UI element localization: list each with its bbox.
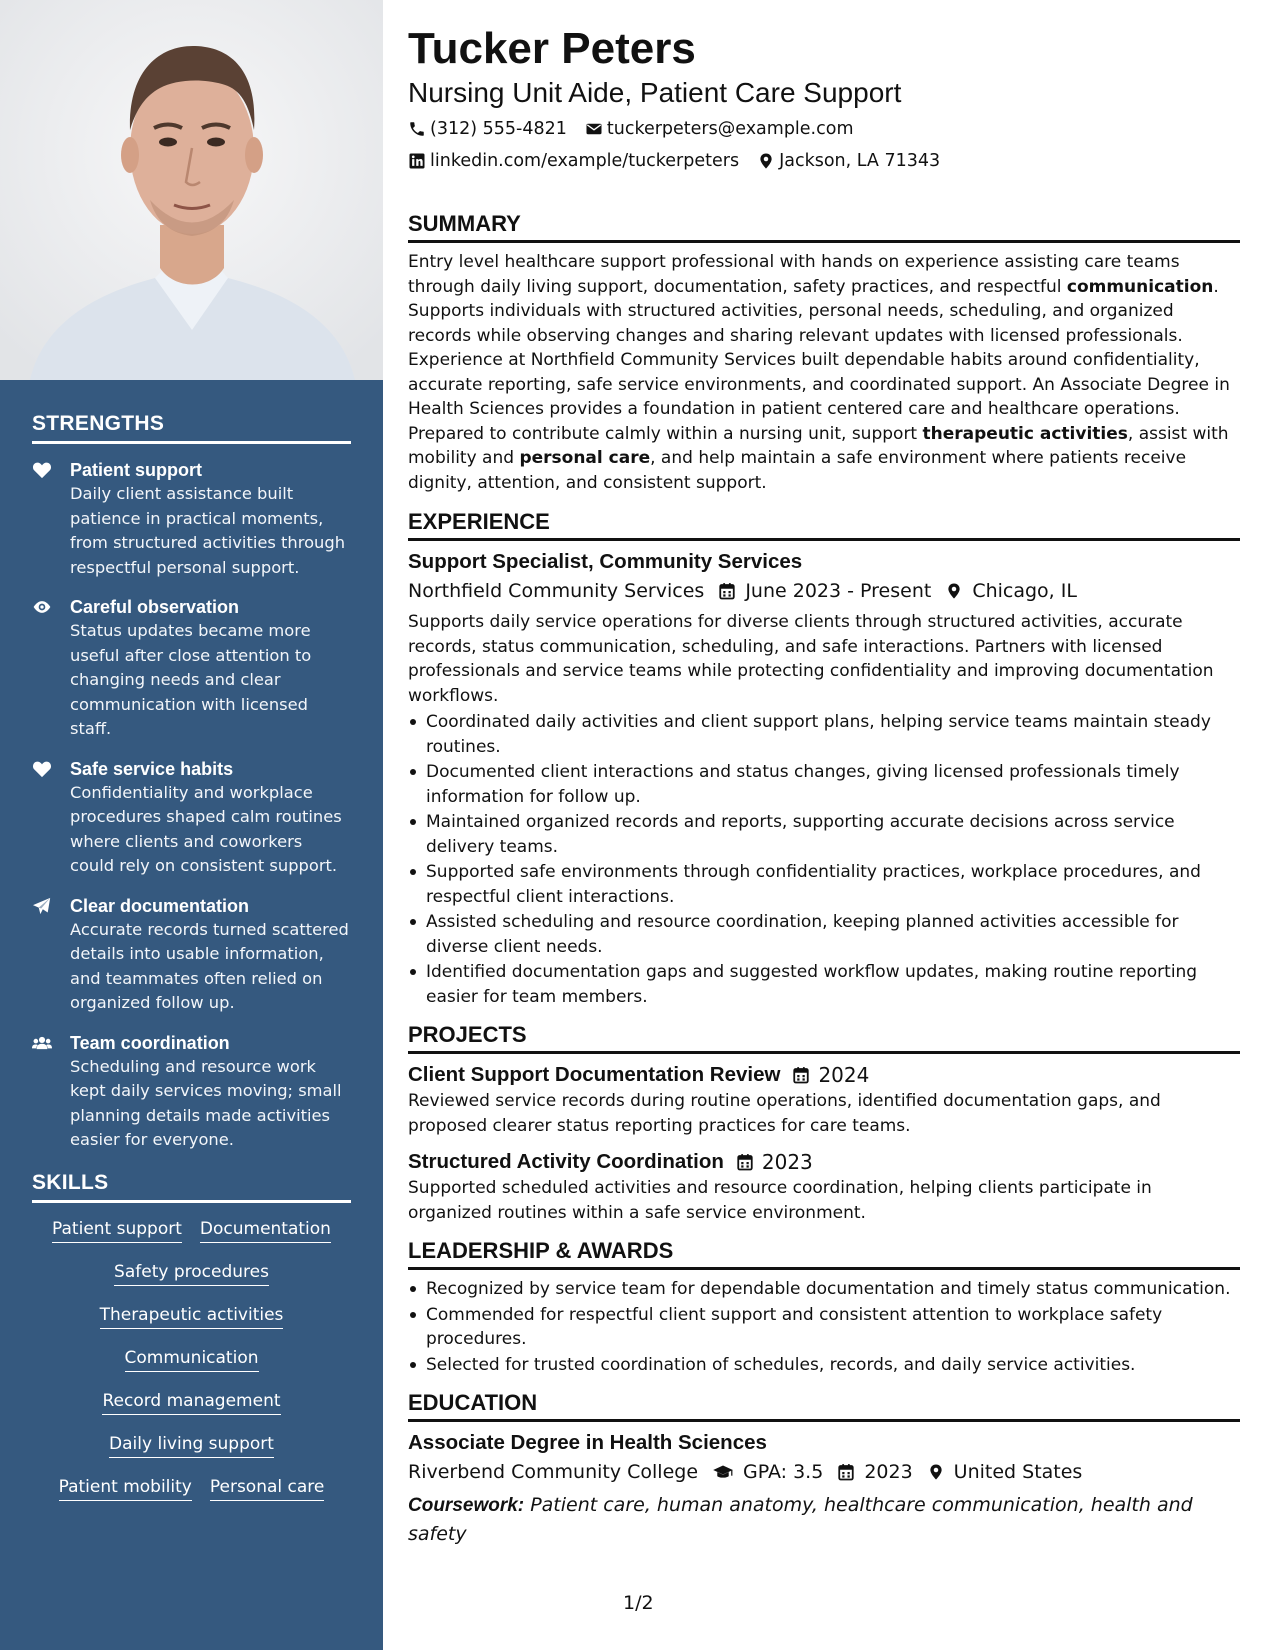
experience-section (408, 508, 1240, 1009)
linkedin-contact[interactable] (408, 146, 739, 176)
strength-desc: Daily client assistance built patience in practical moments, from structured activities through respectful personal support. (70, 484, 346, 577)
map-pin-icon (927, 1463, 945, 1481)
summary-run: , assist with mobility and (408, 423, 1229, 468)
project-year-text: 2023 (761, 1150, 813, 1174)
job-company (408, 576, 704, 606)
sidebar-content (32, 412, 351, 1518)
summary-emphasis: therapeutic activities (922, 423, 1128, 444)
strength-item (32, 1031, 351, 1153)
project-year (736, 1150, 813, 1174)
strength-title: Careful observation (70, 597, 240, 617)
strength-desc: Accurate records turned scattered details into usable information, and teammates often relied on organized follow up. (70, 919, 349, 1012)
project-desc: Reviewed service records during routine operations, identified documentation gaps, and proposed clearer status reporting practices for care teams. (408, 1091, 1161, 1136)
education-location (927, 1457, 1083, 1487)
list-item: Commended for respectful client support and consistent attention to workplace safety procedures. (408, 1303, 1240, 1352)
phone-contact[interactable] (408, 114, 567, 144)
coursework-label: Coursework: (408, 1495, 525, 1516)
graduation-cap-icon (712, 1463, 734, 1481)
job-bullets (408, 710, 1240, 1009)
education-location-text: United States (953, 1461, 1083, 1483)
phone-text: (312) 555-4821 (430, 119, 567, 139)
company-name: Northfield Community Services (408, 580, 705, 602)
skill-tag: Communication (125, 1346, 259, 1372)
summary-section (408, 210, 1240, 495)
degree-title: Associate Degree in Health Sciences (408, 1431, 767, 1454)
strength-title: Team coordination (70, 1032, 230, 1053)
job-location (945, 576, 1077, 606)
strength-title: Safe service habits (70, 758, 234, 779)
summary-emphasis: communication (1066, 276, 1214, 297)
resume-main (408, 22, 1240, 1548)
project-item (408, 1061, 1240, 1138)
heart-icon (32, 458, 70, 580)
summary-text (408, 250, 1240, 495)
strengths-heading: STRENGTHS (32, 412, 351, 444)
strength-title: Clear documentation (70, 895, 250, 916)
candidate-role: Nursing Unit Aide, Patient Care Support (408, 77, 902, 108)
summary-run: . Supports individuals with structured activities, personal needs, scheduling, and organized records while observing changes and sharing relevant updates with licensed professionals. Experience at Northfield Community Services built dependable habits around confidentiality, accurate reporting, safe service environments, and coordinated support. An Associate Degree in Health Sciences provides a foundation in patient centered care and healthcare operations. Prepared to contribute calmly within a nursing unit, support (408, 276, 1230, 444)
list-item: Identified documentation gaps and suggested workflow updates, making routine reporting easier for team members. (408, 960, 1240, 1009)
project-item (408, 1148, 1240, 1225)
strength-item (32, 458, 351, 580)
strength-item (32, 894, 351, 1016)
sidebar (0, 0, 383, 1650)
project-title: Structured Activity Coordination (408, 1150, 724, 1173)
strength-desc: Scheduling and resource work kept daily services moving; small planning details made activities easier for everyone. (70, 1056, 342, 1149)
skill-tag: Patient mobility (59, 1475, 192, 1501)
location-contact (757, 146, 940, 176)
projects-section (408, 1021, 1240, 1225)
leadership-heading: LEADERSHIP & AWARDS (408, 1237, 1240, 1270)
job-location-text: Chicago, IL (972, 580, 1077, 602)
eye-icon (32, 595, 70, 742)
list-item: Supported safe environments through confidentiality practices, workplace procedures, and respectful client interactions. (408, 860, 1240, 909)
job-title: Support Specialist, Community Services (408, 550, 803, 573)
education-year (837, 1457, 912, 1487)
skill-tag: Safety procedures (114, 1260, 269, 1286)
strength-title: Patient support (70, 460, 203, 480)
contact-row (408, 114, 1240, 144)
job-description: Supports daily service operations for diverse clients through structured activities, accurate records, status communication, scheduling, and safe interactions. Partners with licensed professionals and service teams while protecting confidentiality and improving documentation workflows. (408, 612, 1214, 706)
summary-run: Entry level healthcare support professional with hands on experience assisting care teams through daily living support, documentation, safety practices, and respectful (408, 252, 1180, 297)
projects-heading: PROJECTS (408, 1021, 1240, 1054)
calendar-icon (837, 1463, 855, 1481)
calendar-icon (792, 1066, 810, 1084)
email-text: tuckerpeters@example.com (606, 119, 854, 139)
strength-item (32, 595, 351, 742)
project-year (792, 1063, 869, 1087)
list-item: Coordinated daily activities and client support plans, helping service teams maintain steady routines. (408, 710, 1240, 759)
coursework-text: Patient care, human anatomy, healthcare communication, health and safety (408, 1494, 1193, 1545)
project-desc: Supported scheduled activities and resource coordination, helping clients participate in organized routines within a safe service environment. (408, 1178, 1152, 1223)
calendar-icon (718, 582, 736, 600)
paper-plane-icon (32, 894, 70, 1016)
strength-desc: Confidentiality and workplace procedures shaped calm routines where clients and coworkers could rely on consistent support. (70, 782, 342, 875)
envelope-icon (585, 120, 603, 138)
strengths-list (32, 458, 351, 1153)
education-section (408, 1389, 1240, 1548)
map-pin-icon (945, 582, 963, 600)
skill-tag: Personal care (210, 1475, 325, 1501)
skill-tag: Therapeutic activities (100, 1303, 284, 1329)
experience-heading: EXPERIENCE (408, 508, 1240, 541)
list-item: Maintained organized records and reports, supporting accurate decisions across service delivery teams. (408, 810, 1240, 859)
leadership-bullets (408, 1277, 1240, 1377)
school-name (408, 1457, 698, 1487)
project-title: Client Support Documentation Review (408, 1063, 781, 1086)
profile-photo (0, 0, 383, 380)
skills-heading: SKILLS (32, 1171, 351, 1203)
leadership-section (408, 1237, 1240, 1377)
email-contact[interactable] (585, 114, 854, 144)
users-icon (32, 1031, 70, 1153)
job-meta (408, 576, 1240, 606)
linkedin-text: linkedin.com/example/tuckerpeters (430, 151, 740, 171)
location-text: Jackson, LA 71343 (779, 151, 941, 171)
skill-tag: Documentation (200, 1217, 331, 1243)
map-pin-icon (757, 152, 775, 170)
coursework (408, 1491, 1240, 1548)
skill-tag: Record management (102, 1389, 280, 1415)
candidate-name: Tucker Peters (408, 24, 696, 73)
project-year-text: 2024 (818, 1063, 870, 1087)
contact-row (408, 146, 1240, 176)
phone-icon (408, 120, 426, 138)
gpa (712, 1457, 823, 1487)
skill-tag: Patient support (52, 1217, 182, 1243)
education-meta (408, 1457, 1240, 1487)
education-heading: EDUCATION (408, 1389, 1240, 1422)
calendar-icon (736, 1153, 754, 1171)
education-year-text: 2023 (864, 1461, 913, 1483)
list-item: Recognized by service team for dependable documentation and timely status communication. (408, 1277, 1240, 1302)
job-dates (718, 576, 931, 606)
skills-list (32, 1217, 351, 1501)
strength-item (32, 757, 351, 879)
summary-run: , and help maintain a safe environment where patients receive dignity, attention, and consistent support. (408, 448, 1187, 493)
list-item: Assisted scheduling and resource coordination, keeping planned activities accessible for diverse client needs. (408, 910, 1240, 959)
page-number: 1/2 (623, 1592, 654, 1614)
list-item: Selected for trusted coordination of schedules, records, and daily service activities. (408, 1353, 1240, 1378)
summary-heading: SUMMARY (408, 210, 1240, 243)
job-dates-text: June 2023 - Present (745, 580, 932, 602)
heart-icon (32, 757, 70, 879)
school-text: Riverbend Community College (408, 1461, 699, 1483)
strength-desc: Status updates became more useful after close attention to changing needs and clear communication with licensed staff. (70, 621, 312, 738)
linkedin-icon (408, 152, 426, 170)
summary-emphasis: personal care (519, 448, 651, 468)
skill-tag: Daily living support (109, 1432, 274, 1458)
list-item: Documented client interactions and status changes, giving licensed professionals timely information for follow up. (408, 760, 1240, 809)
gpa-text: GPA: 3.5 (743, 1461, 824, 1483)
